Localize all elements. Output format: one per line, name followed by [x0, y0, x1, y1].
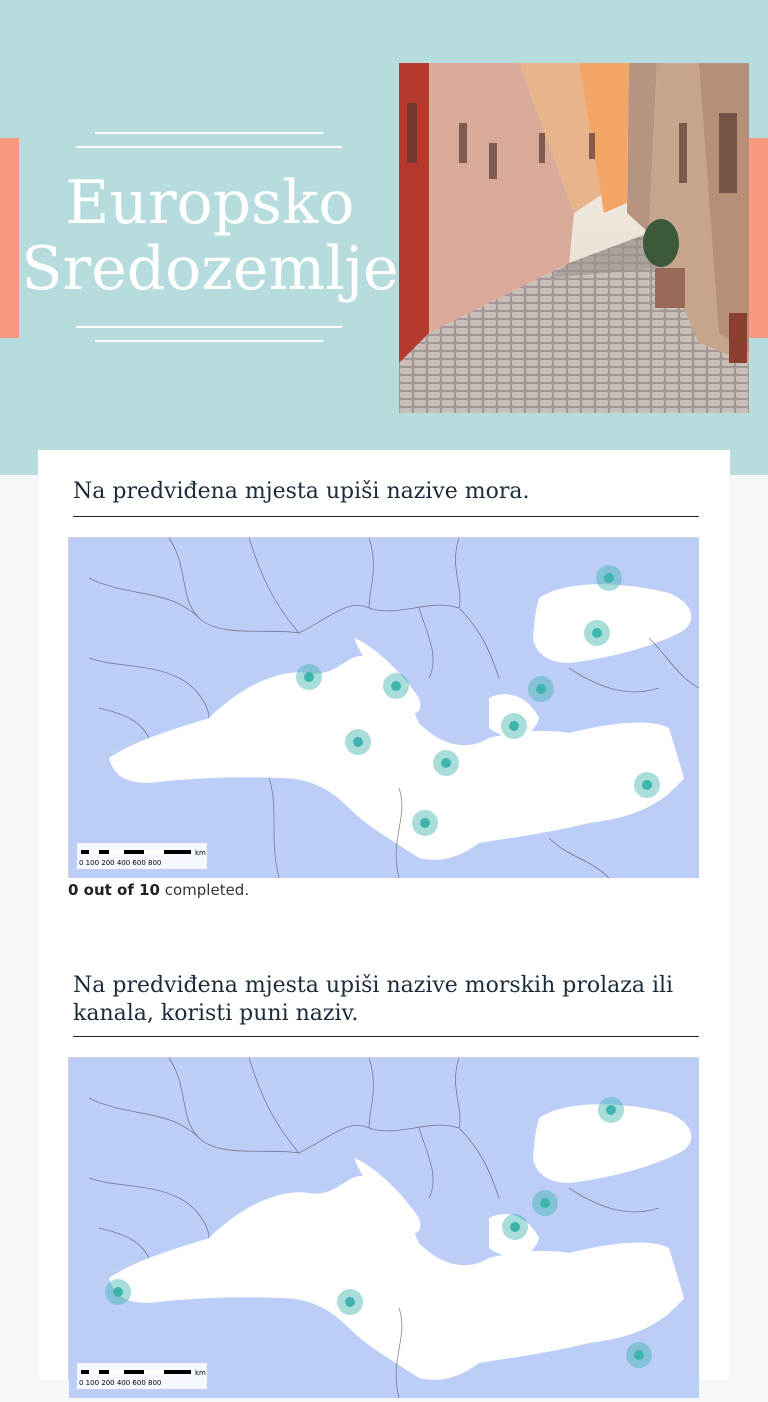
strait-pin-2[interactable]	[532, 1190, 558, 1216]
scale-unit-2: km	[195, 1369, 206, 1377]
question-title-straits: Na predviđena mjesta upiši nazive morskih prolaza ili kanala, koristi puni naziv.	[73, 973, 674, 1026]
strait-pin-1[interactable]	[598, 1097, 624, 1123]
answer-pin-5[interactable]	[528, 676, 554, 702]
question-title-seas: Na predviđena mjesta upiši nazive mora.	[73, 479, 530, 504]
accent-bar-right	[749, 138, 768, 338]
answer-pin-1[interactable]	[596, 565, 622, 591]
map-seas	[68, 537, 698, 877]
scale-label-2: 0 100 200 400 600 800	[79, 1379, 162, 1387]
scale-label: 0 100 200 400 600 800	[79, 859, 162, 867]
page-title	[20, 170, 400, 302]
title-rule-bottom-long	[76, 326, 342, 328]
accent-bar-left	[0, 138, 19, 338]
question-divider-2	[73, 1036, 699, 1037]
hero-banner	[0, 0, 768, 475]
answer-pin-10[interactable]	[412, 810, 438, 836]
map-straits	[68, 1057, 698, 1387]
answer-pin-3[interactable]	[296, 664, 322, 690]
page-title-line2: Sredozemlje	[21, 234, 399, 304]
street-photo	[399, 63, 749, 413]
title-rule-top-long	[76, 146, 342, 148]
completion-count: 0 out of 10	[68, 881, 160, 899]
title-rule-bottom-short	[95, 340, 323, 342]
page-title-line1: Europsko	[65, 168, 355, 238]
strait-pin-3[interactable]	[502, 1214, 528, 1240]
strait-pin-5[interactable]	[337, 1289, 363, 1315]
map-scale-bar	[77, 843, 207, 869]
answer-pin-2[interactable]	[584, 620, 610, 646]
scale-unit: km	[195, 849, 206, 857]
answer-pin-6[interactable]	[501, 713, 527, 739]
answer-pin-8[interactable]	[433, 750, 459, 776]
map-scale-bar-2	[77, 1363, 207, 1389]
answer-pin-4[interactable]	[383, 673, 409, 699]
strait-pin-6[interactable]	[626, 1342, 652, 1368]
completion-suffix: completed.	[159, 881, 250, 899]
completion-status	[68, 881, 249, 899]
strait-pin-4[interactable]	[105, 1279, 131, 1305]
answer-pin-9[interactable]	[634, 772, 660, 798]
question-divider	[73, 516, 699, 517]
content-card	[38, 450, 730, 1387]
title-rule-top-short	[95, 132, 323, 134]
answer-pin-7[interactable]	[345, 729, 371, 755]
